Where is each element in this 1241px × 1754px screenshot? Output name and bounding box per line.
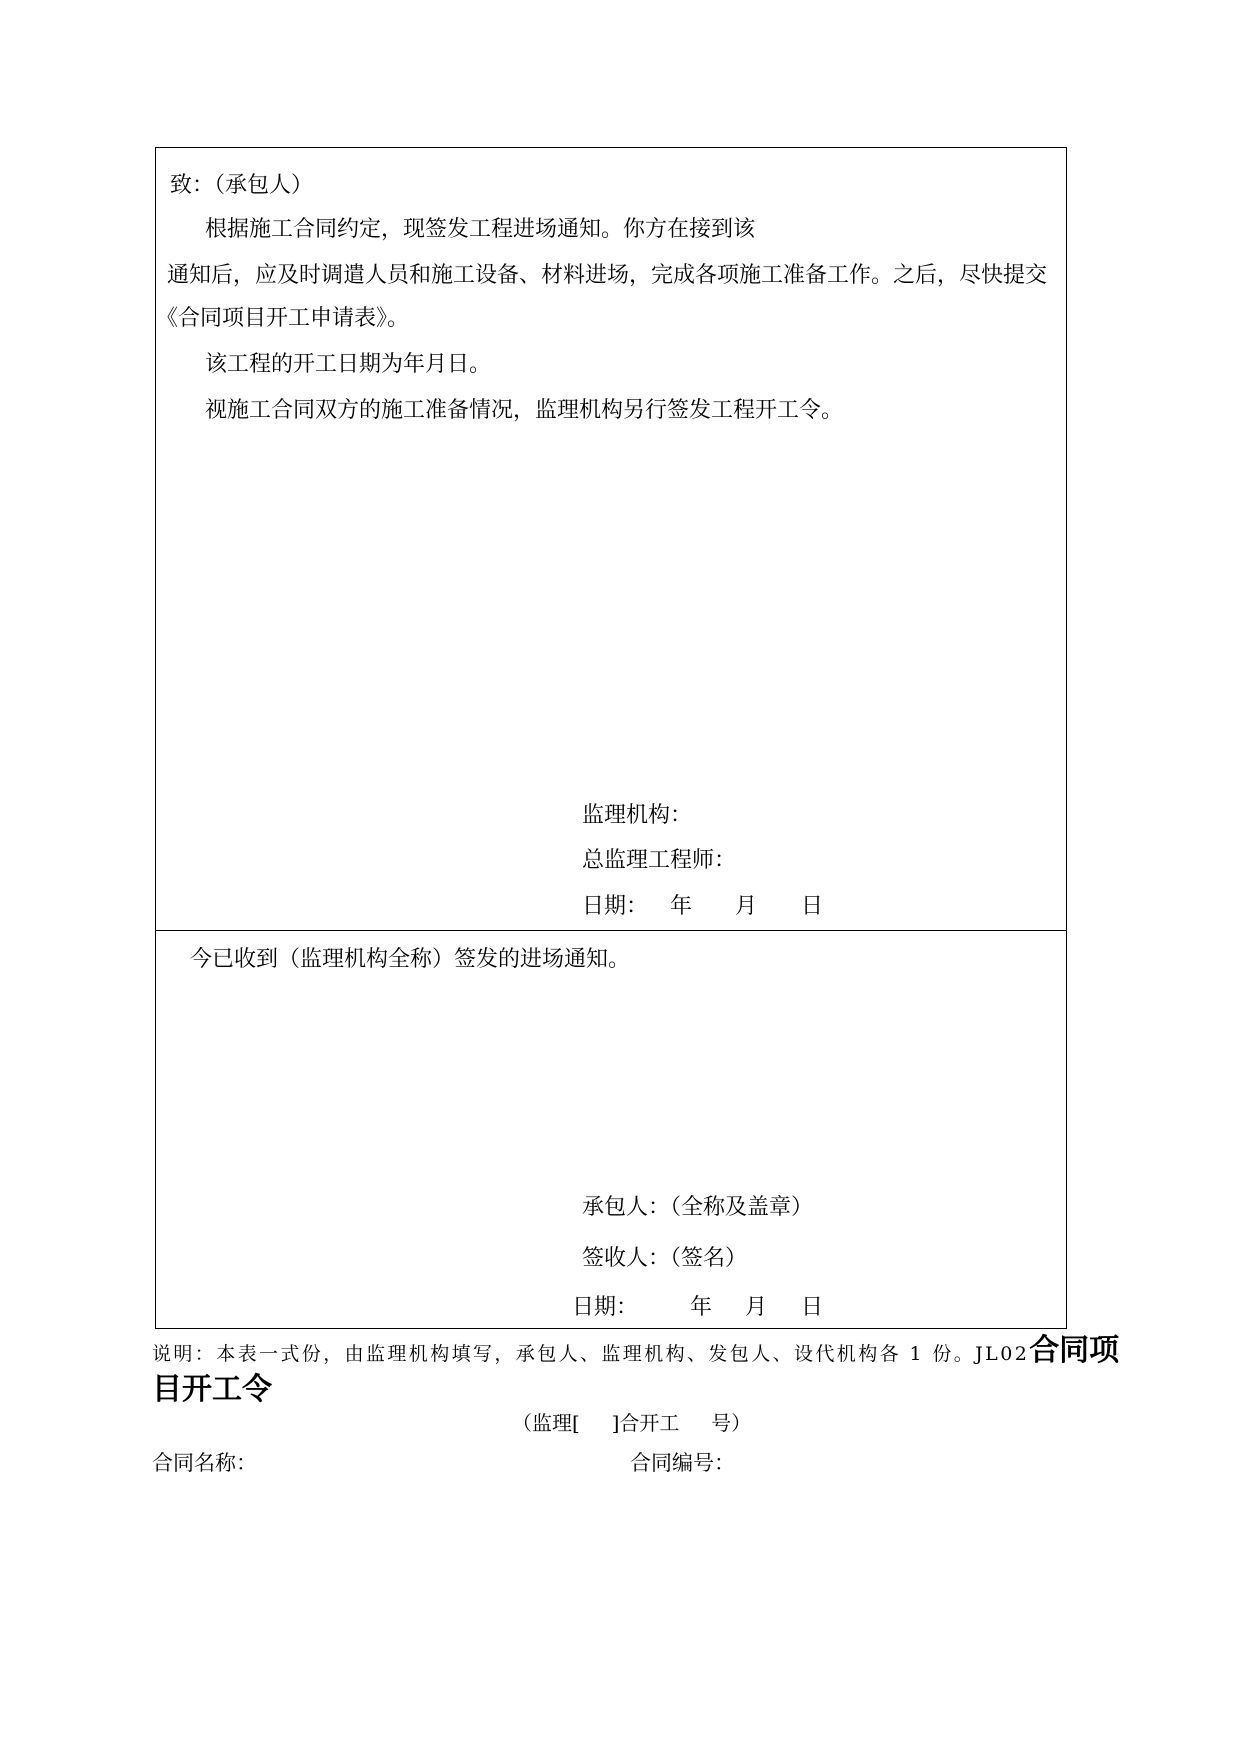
next-form-title-part-1: 合同项 [1029,1333,1120,1368]
start-date-line: 该工程的开工日期为年月日。 [205,352,492,377]
contractor-date-day: 日 [801,1295,824,1320]
contractor-date-month: 月 [745,1295,768,1320]
supervisor-date-label: 日期： [582,894,649,919]
receiver-label: 签收人：（签名） [582,1246,748,1271]
receipt-line: 今已收到（监理机构全称）签发的进场通知。 [190,947,631,972]
contractor-date-year: 年 [690,1295,713,1320]
document-number-line: （监理[ ]合开工 号） [512,1411,752,1435]
supervision-agency-label: 监理机构： [582,803,693,828]
notice-paragraph-line-1: 根据施工合同约定，现签发工程进场通知。你方在接到该 [205,217,756,242]
notice-paragraph-line-3: 《合同项目开工申请表》。 [156,306,410,331]
supervisor-date-day: 日 [801,894,824,919]
supervisor-date-year: 年 [670,894,693,919]
contractor-date-label: 日期： [572,1295,639,1320]
note-and-title-line [152,1334,1119,1372]
chief-engineer-label: 总监理工程师： [582,848,737,873]
contractor-label: 承包人：（全称及盖章） [582,1195,814,1220]
form-section-divider [155,930,1067,931]
form-note: 说明：本表一式份，由监理机构填写，承包人、监理机构、发包人、设代机构各 1 份。JL02 [152,1343,1030,1365]
supervisor-date-month: 月 [735,894,758,919]
notice-paragraph-line-2: 通知后，应及时调遣人员和施工设备、材料进场，完成各项施工准备工作。之后，尽快提交 [167,263,1048,288]
next-form-title-part-2: 目开工令 [152,1372,272,1407]
start-order-line: 视施工合同双方的施工准备情况，监理机构另行签发工程开工令。 [205,398,844,423]
contract-name-label: 合同名称： [152,1451,257,1475]
contract-number-label: 合同编号： [630,1451,735,1475]
recipient-line: 致：（承包人） [170,173,314,198]
